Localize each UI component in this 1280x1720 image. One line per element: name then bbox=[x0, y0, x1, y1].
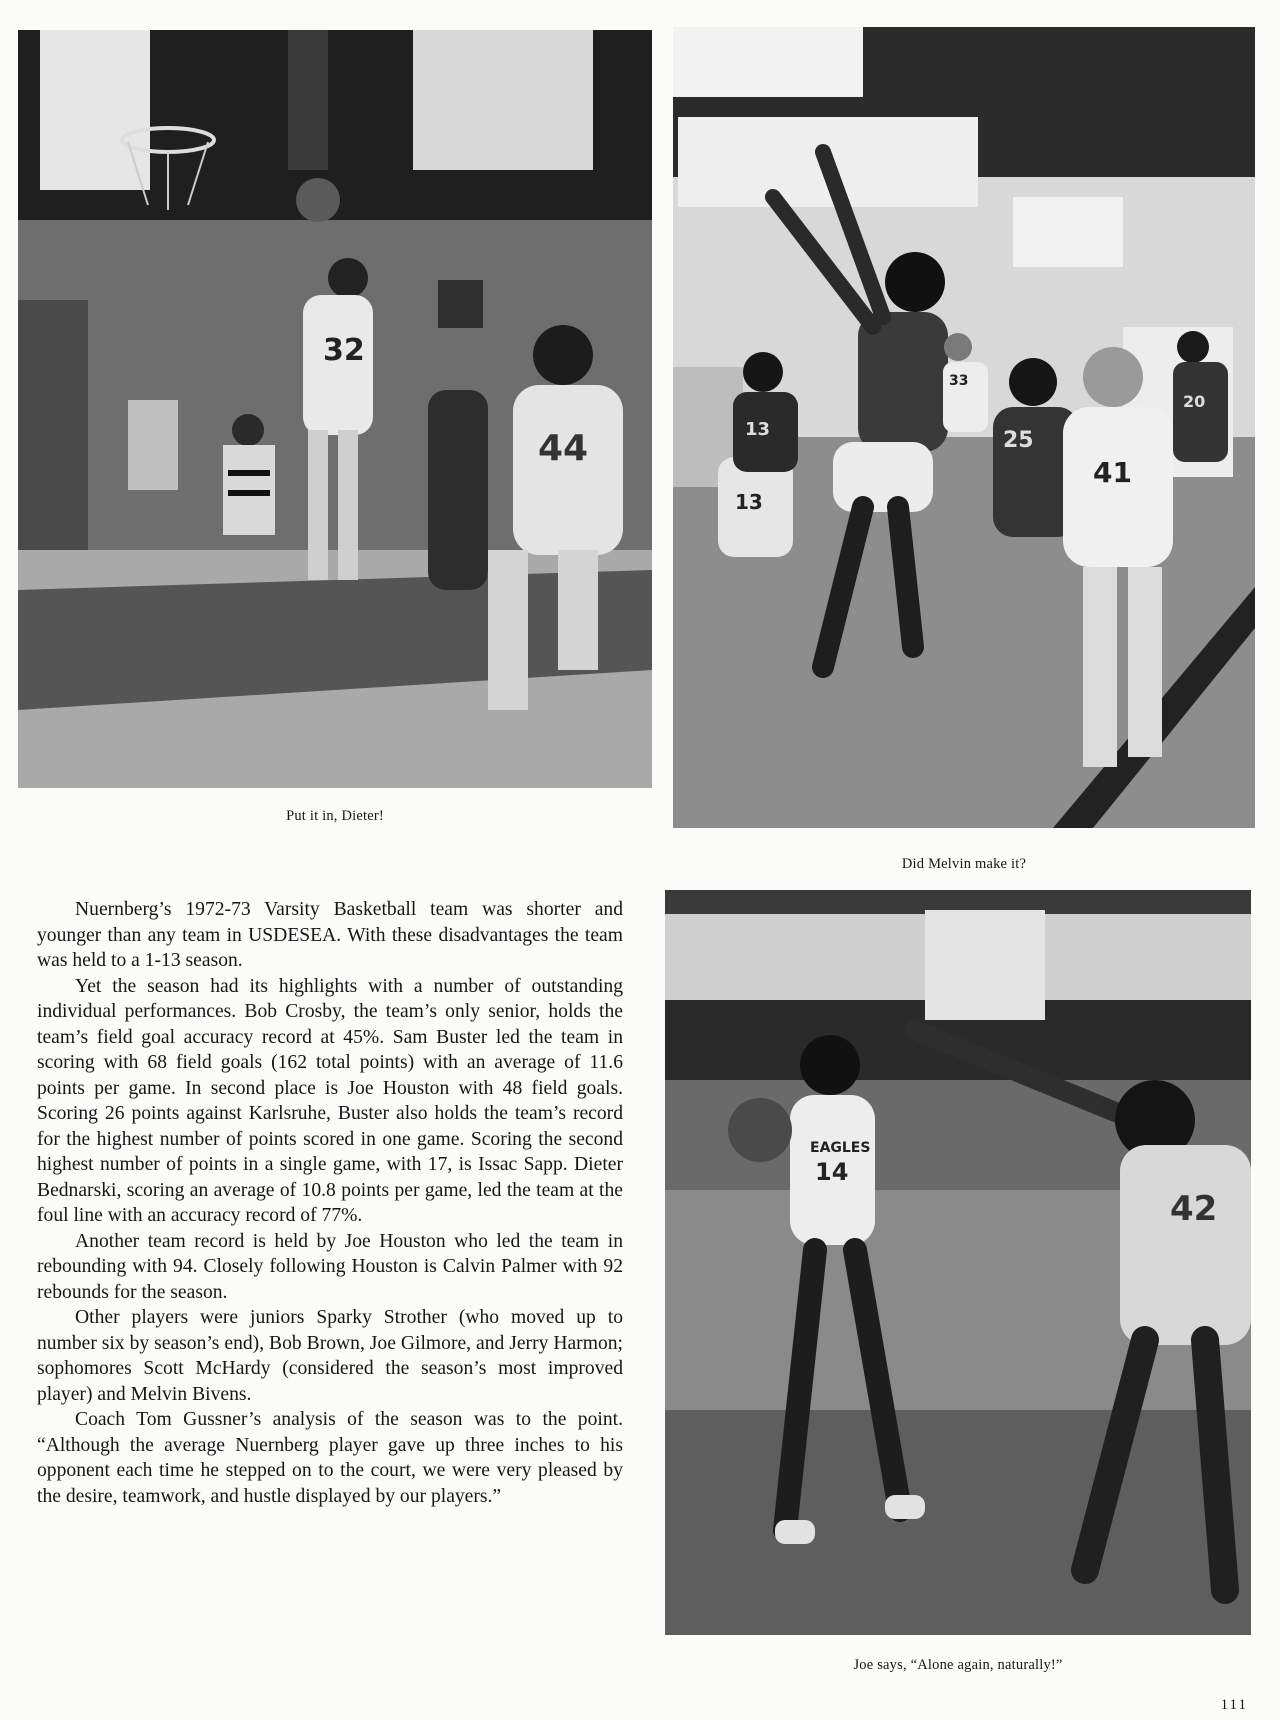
photo-joe-pass bbox=[665, 890, 1251, 1635]
photo-caption: Did Melvin make it? bbox=[901, 856, 1027, 872]
jersey-number: 41 bbox=[1093, 456, 1132, 489]
jersey-text: EAGLES bbox=[810, 1140, 871, 1156]
jersey-number: 42 bbox=[1170, 1189, 1218, 1229]
photo-caption: Joe says, “Alone again, naturally!” bbox=[853, 1657, 1063, 1673]
article-paragraph: Coach Tom Gussner’s analysis of the season was to the point. “Although the average Nuernberg player gave up three inches to his opponent each time he stepped on to the court, we were very pleased by the desire, teamwork, and hustle displayed by our players.” bbox=[37, 1409, 623, 1507]
jersey-number: 13 bbox=[745, 419, 771, 440]
jersey-number: 25 bbox=[1003, 428, 1034, 453]
photo-melvin-rebound-illustration bbox=[673, 27, 1255, 828]
jersey-number: 20 bbox=[1183, 392, 1206, 411]
jersey-number: 13 bbox=[735, 490, 763, 514]
page-number: 111 bbox=[1220, 1697, 1248, 1713]
photo-dieter-layup bbox=[18, 30, 652, 788]
jersey-number: 33 bbox=[949, 373, 969, 389]
photo-dieter-layup-illustration bbox=[18, 30, 652, 788]
article-paragraph: Another team record is held by Joe Houston who led the team in rebounding with 94. Closely following Houston is Calvin Palmer with 92 rebounds for the season. bbox=[37, 1230, 623, 1303]
article-body bbox=[37, 897, 623, 1509]
jersey-number: 44 bbox=[538, 428, 589, 469]
photo-caption: Put it in, Dieter! bbox=[286, 808, 384, 824]
jersey-number: 14 bbox=[815, 1158, 849, 1186]
photo-melvin-rebound bbox=[673, 27, 1255, 828]
jersey-number: 32 bbox=[323, 333, 365, 368]
article-paragraph: Nuernberg’s 1972-73 Varsity Basketball team was shorter and younger than any team in USDESEA. With these disadvantages the team was held to a 1-13 season. bbox=[37, 899, 623, 971]
article-paragraph: Other players were juniors Sparky Strother (who moved up to number six by season’s end), Bob Brown, Joe Gilmore, and Jerry Harmon; sophomores Scott McHardy (considered the season’s most improved player) and Melvin Bivens. bbox=[37, 1307, 623, 1405]
article-paragraph: Yet the season had its highlights with a number of outstanding individual performances. Bob Crosby, the team’s only senior, holds the team’s field goal accuracy record at 45%. Sam Buster led the team in scoring with 68 field goals (162 total points) with an average of 11.6 points per game. In second place is Joe Houston with 48 field goals. Scoring 26 points against Karlsruhe, Buster also holds the team’s record for the highest number of points scored in one game. Scoring the second highest number of points in a single game, with 17, is Issac Sapp. Dieter Bednarski, scoring an average of 10.8 points per game, led the team at the foul line with an accuracy record of 77%. bbox=[37, 975, 623, 1226]
photo-joe-pass-illustration bbox=[665, 890, 1251, 1635]
